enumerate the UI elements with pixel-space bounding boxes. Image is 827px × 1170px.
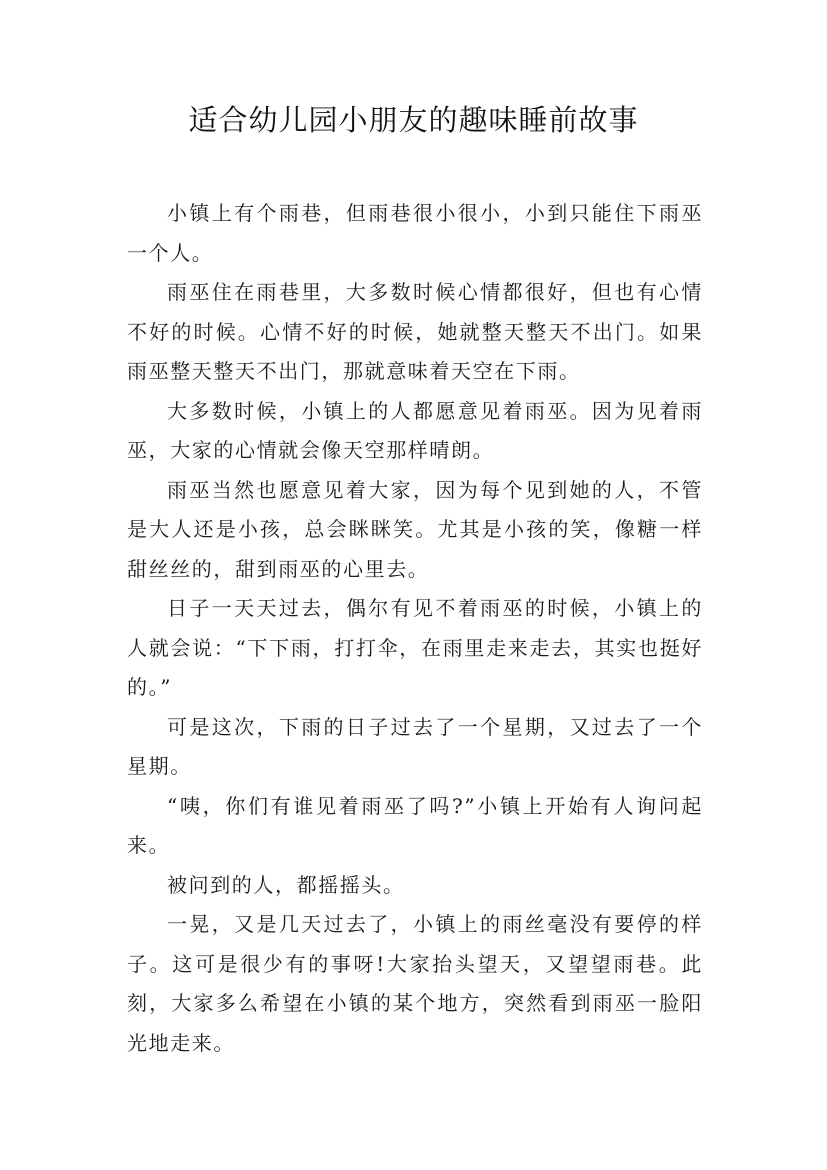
paragraph: 雨巫住在雨巷里，大多数时候心情都很好，但也有心情不好的时候。心情不好的时候，她就整天整天不出门。如果雨巫整天整天不出门，那就意味着天空在下雨。 (127, 280, 703, 383)
paragraph: 一晃，又是几天过去了，小镇上的雨丝毫没有要停的样子。这可是很少有的事呀!大家抬头望天，又望望雨巷。此刻，大家多么希望在小镇的某个地方，突然看到雨巫一脸阳光地走来。 (127, 912, 703, 1055)
document-body (127, 194, 703, 1063)
document-title: 适合幼儿园小朋友的趣味睡前故事 (188, 103, 639, 137)
paragraph: 被问到的人，都摇摇头。 (167, 872, 405, 897)
paragraph: 大多数时候，小镇上的人都愿意见着雨巫。因为见着雨巫，大家的心情就会像天空那样晴朗。 (127, 398, 703, 462)
paragraph: 日子一天天过去，偶尔有见不着雨巫的时候，小镇上的人就会说：“下下雨，打打伞，在雨里走来走去，其实也挺好的。” (127, 596, 703, 699)
paragraph: “咦，你们有谁见着雨巫了吗?”小镇上开始有人询问起来。 (127, 793, 703, 857)
paragraph: 小镇上有个雨巷，但雨巷很小很小，小到只能住下雨巫一个人。 (127, 201, 703, 265)
paragraph: 可是这次，下雨的日子过去了一个星期，又过去了一个星期。 (127, 714, 703, 778)
paragraph: 雨巫当然也愿意见着大家，因为每个见到她的人，不管是大人还是小孩，总会眯眯笑。尤其是小孩的笑，像糖一样甜丝丝的，甜到雨巫的心里去。 (127, 477, 703, 581)
